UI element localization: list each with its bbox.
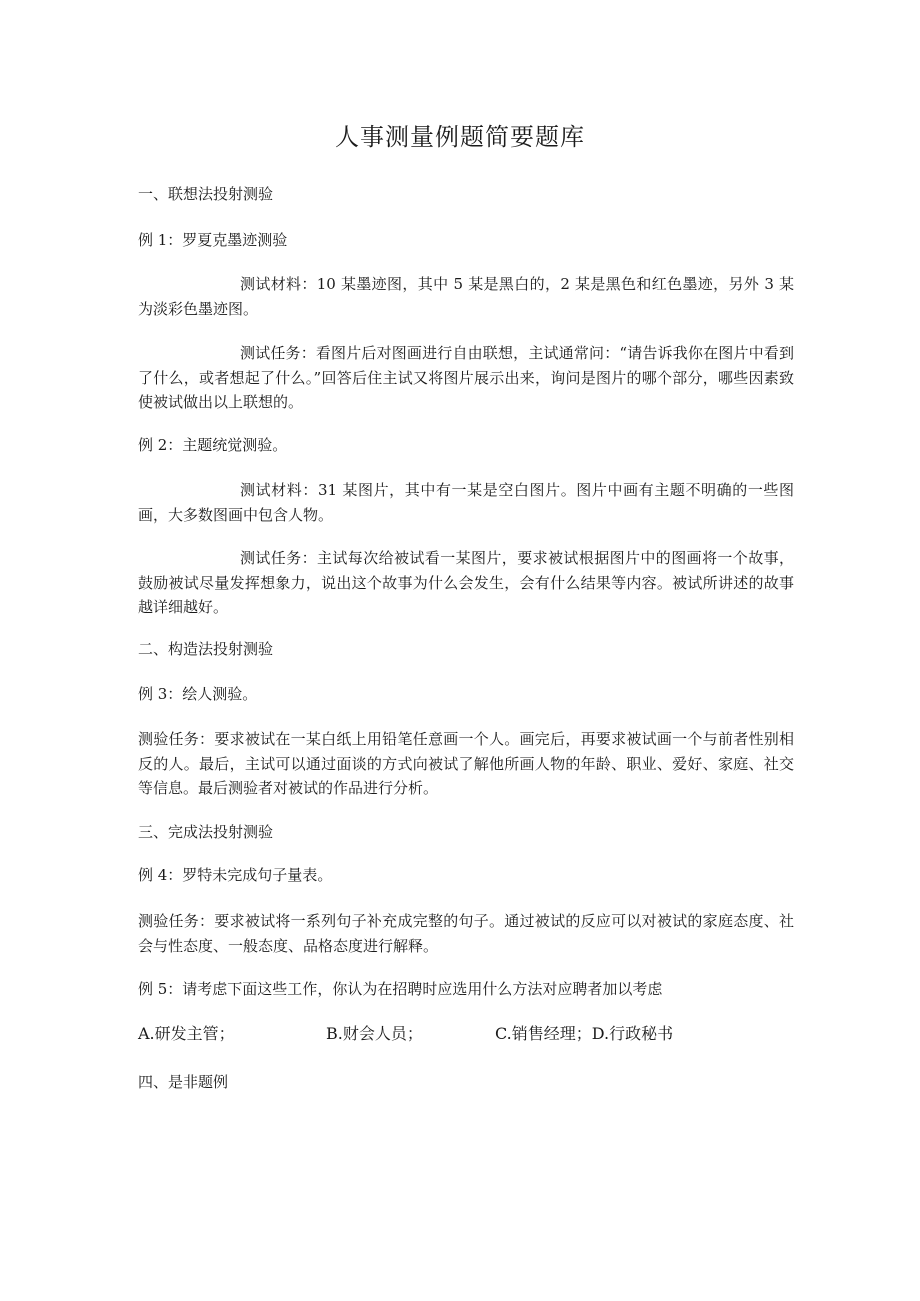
example-2-heading: 例 2：主题统觉测验。 (138, 436, 288, 454)
example-5-options (138, 1021, 798, 1047)
section-heading-true-false: 四、是非题例 (138, 1073, 229, 1091)
section-heading-construction: 二、构造法投射测验 (138, 640, 274, 658)
document-title: 人事测量例题简要题库 (335, 123, 585, 151)
section-heading-completion: 三、完成法投射测验 (138, 823, 274, 841)
example-5-question: 例 5：请考虑下面这些工作，你认为在招聘时应选用什么方法对应聘者加以考虑 (138, 980, 663, 998)
example-3-task: 测验任务：要求被试在一某白纸上用铅笔任意画一个人。画完后，再要求被试画一个与前者性别相反的人。最后，主试可以通过面谈的方式向被试了解他所画人物的年龄、职业、爱好、家庭、社交等信息。最后测验者对被试的作品进行分析。 (138, 730, 794, 797)
example-1-material: 测试材料：10 某墨迹图，其中 5 某是黑白的，2 某是黑色和红色墨迹，另外 3 某为淡彩色墨迹图。 (138, 275, 794, 318)
example-3-heading: 例 3：绘人测验。 (138, 685, 258, 703)
example-2-material: 测试材料：31 某图片，其中有一某是空白图片。图片中画有主题不明确的一些图画，大多数图画中包含人物。 (138, 481, 794, 524)
section-heading-associative: 一、联想法投射测验 (138, 185, 274, 203)
example-4-task: 测验任务：要求被试将一系列句子补充成完整的句子。通过被试的反应可以对被试的家庭态度、社会与性态度、一般态度、品格态度进行解释。 (138, 912, 794, 955)
example-1-task: 测试任务：看图片后对图画进行自由联想，主试通常问：“请告诉我你在图片中看到了什么，或者想起了什么。”回答后住主试又将图片展示出来，询问是图片的哪个部分，哪些因素致使被试做出以上联想的。 (138, 344, 794, 411)
option-c-d: C.销售经理；D.行政秘书 (495, 1024, 674, 1043)
option-b: B.财会人员； (326, 1024, 423, 1043)
example-2-task: 测试任务：主试每次给被试看一某图片，要求被试根据图片中的图画将一个故事，鼓励被试尽量发挥想象力，说出这个故事为什么会发生，会有什么结果等内容。被试所讲述的故事越详细越好。 (138, 549, 794, 616)
example-4-heading: 例 4：罗特未完成句子量表。 (138, 866, 333, 884)
option-a: A.研发主管； (138, 1024, 235, 1043)
example-1-heading: 例 1：罗夏克墨迹测验 (138, 231, 288, 249)
